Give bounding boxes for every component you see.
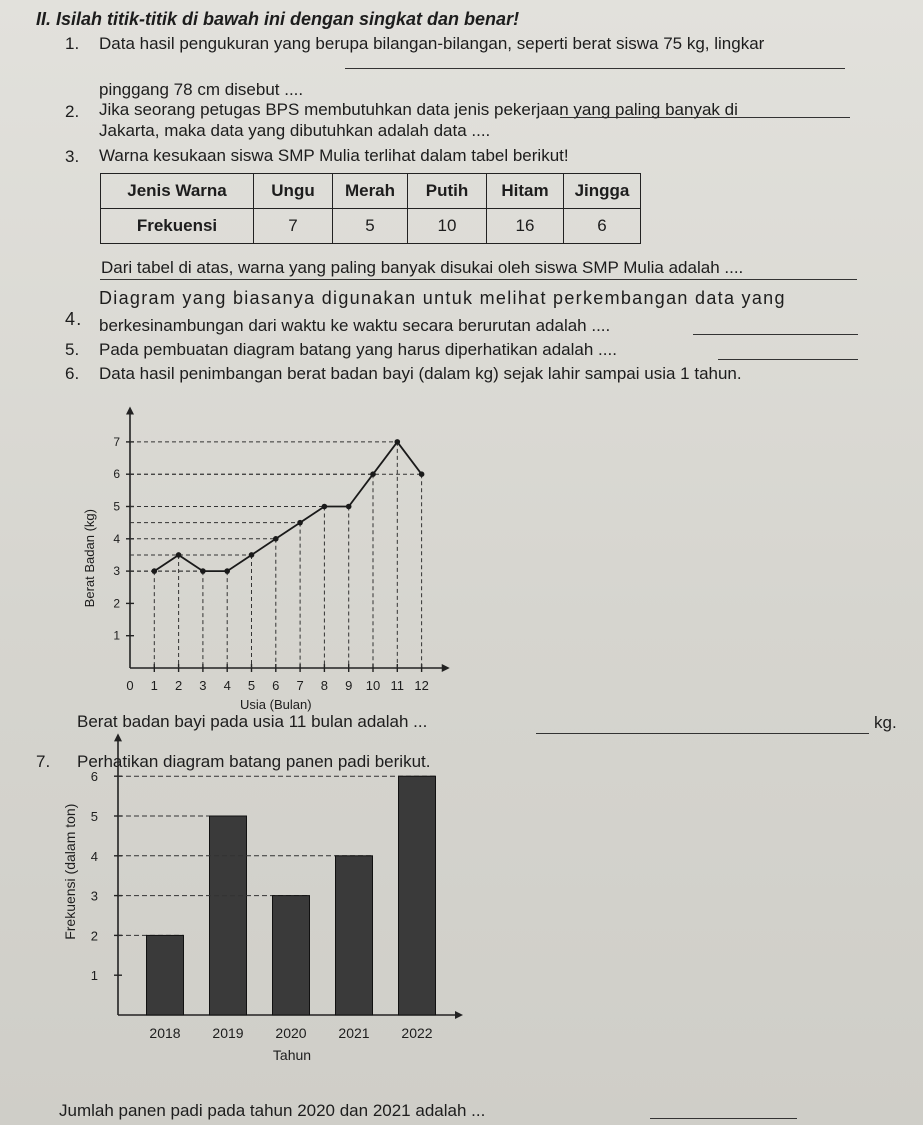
data-point: [297, 520, 303, 526]
x-tick-label: 1: [150, 678, 158, 693]
y-axis-title: Frekuensi (dalam ton): [62, 803, 78, 940]
table-cell-color: Merah: [333, 174, 408, 209]
data-point: [176, 552, 182, 558]
q7-number: 7.: [36, 752, 51, 771]
x-tick-label: 3: [199, 678, 207, 693]
rice-harvest-bar-chart: [55, 769, 475, 1095]
table-cell-color: Ungu: [254, 174, 333, 209]
x-axis-arrow-icon: [442, 664, 450, 672]
table-cell-color: Jingga: [564, 174, 641, 209]
q4-line1: Diagram yang biasanya digunakan untuk melihat perkembangan data yang: [99, 288, 786, 308]
x-tick-label: 7: [296, 678, 304, 693]
table-header-jenis-warna: Jenis Warna: [101, 174, 254, 209]
q2-number: 2.: [65, 102, 80, 121]
y-tick-label: 5: [113, 499, 120, 514]
q7-followup: Jumlah panen padi pada tahun 2020 dan 2021 adalah ...: [59, 1101, 486, 1120]
y-tick-label: 6: [90, 769, 98, 785]
y-tick-label: 3: [113, 564, 120, 579]
q5-answer-blank[interactable]: [718, 359, 858, 360]
q3-line1: Warna kesukaan siswa SMP Mulia terlihat dalam tabel berikut!: [99, 146, 569, 165]
bar: [210, 816, 247, 1015]
data-point: [152, 568, 158, 574]
x-tick-label: 5: [247, 678, 256, 693]
y-tick-label: 3: [90, 888, 98, 904]
q1-answer-blank[interactable]: [345, 68, 845, 69]
y-axis-arrow-icon: [114, 733, 122, 741]
y-tick-label: 2: [113, 596, 120, 611]
x-tick-label: 2: [174, 678, 183, 693]
table-cell-frequency: 10: [408, 209, 487, 244]
bar: [147, 935, 184, 1015]
x-tick-label: 10: [365, 678, 381, 693]
y-tick-label: 4: [113, 531, 120, 546]
bar: [273, 896, 310, 1015]
y-tick-label: 2: [90, 928, 98, 944]
q4-answer-blank[interactable]: [693, 334, 858, 335]
y-axis-title: Berat Badan (kg): [82, 509, 97, 608]
q5-line1: Pada pembuatan diagram batang yang harus diperhatikan adalah ....: [99, 340, 617, 359]
data-point: [273, 536, 279, 542]
y-tick-label: 7: [113, 434, 120, 449]
q4-line2: berkesinambungan dari waktu ke waktu secara berurutan adalah ....: [99, 316, 611, 335]
x-tick-label: 9: [345, 678, 353, 693]
x-tick-label: 6: [272, 678, 280, 693]
bar: [336, 856, 373, 1015]
table-cell-frequency: 5: [333, 209, 408, 244]
q6-unit: kg.: [874, 713, 897, 732]
section-title: II. Isilah titik-titik di bawah ini dengan singkat dan benar!: [36, 9, 520, 29]
data-point: [346, 504, 352, 510]
data-point: [224, 568, 230, 574]
bar: [399, 776, 436, 1015]
data-point: [200, 568, 206, 574]
q2-line2: Jakarta, maka data yang dibutuhkan adalah data ....: [99, 121, 491, 140]
table-cell-frequency: 7: [254, 209, 333, 244]
x-tick-label: 8: [320, 678, 329, 693]
x-axis-arrow-icon: [455, 1011, 463, 1019]
y-tick-label: 4: [90, 848, 98, 864]
table-cell-color: Hitam: [487, 174, 564, 209]
data-point: [419, 471, 425, 477]
q1-number: 1.: [65, 34, 80, 53]
data-point: [395, 439, 401, 445]
baby-weight-line-chart: [60, 405, 480, 715]
q6-line1: Data hasil penimbangan berat badan bayi (dalam kg) sejak lahir sampai usia 1 tahun.: [99, 364, 742, 383]
q1-line2: pinggang 78 cm disebut ....: [99, 80, 304, 99]
table-header-frekuensi: Frekuensi: [101, 209, 254, 244]
y-tick-label: 1: [90, 968, 98, 984]
q4-number: 4.: [65, 309, 83, 329]
q2-line1: Jika seorang petugas BPS membutuhkan data jenis pekerjaan yang paling banyak di: [99, 100, 738, 119]
q6-number: 6.: [65, 364, 80, 383]
data-point: [370, 471, 376, 477]
y-tick-label: 5: [90, 809, 98, 824]
q7-answer-blank[interactable]: [650, 1118, 797, 1119]
table-cell-frequency: 6: [564, 209, 641, 244]
x-axis-title: Usia (Bulan): [240, 697, 312, 712]
x-tick-label: 12: [414, 678, 429, 693]
x-tick-label: 0: [126, 678, 134, 693]
q3-answer-blank[interactable]: [100, 279, 857, 280]
y-axis-arrow-icon: [126, 407, 134, 415]
y-tick-label: 1: [113, 628, 120, 643]
q2-answer-blank[interactable]: [560, 117, 850, 118]
q3-number: 3.: [65, 147, 80, 166]
x-tick-label: 2019: [212, 1025, 244, 1041]
q6-followup: Berat badan bayi pada usia 11 bulan adalah ...: [77, 712, 428, 731]
data-point: [322, 504, 328, 510]
q1-line1: Data hasil pengukuran yang berupa bilangan-bilangan, seperti berat siswa 75 kg, lingkar: [99, 34, 765, 53]
x-tick-label: 2021: [338, 1025, 370, 1041]
q6-answer-blank[interactable]: [536, 733, 869, 734]
x-tick-label: 4: [223, 678, 231, 693]
q7-line1: Perhatikan diagram batang panen padi berikut.: [77, 752, 431, 771]
table-cell-color: Putih: [408, 174, 487, 209]
q5-number: 5.: [65, 340, 80, 359]
x-tick-label: 2022: [401, 1025, 433, 1041]
x-tick-label: 11: [390, 678, 405, 693]
y-tick-label: 6: [113, 467, 120, 482]
q3-followup: Dari tabel di atas, warna yang paling banyak disukai oleh siswa SMP Mulia adalah ....: [101, 258, 744, 277]
table-row-colors: [101, 174, 641, 209]
favorite-color-table: [100, 173, 641, 244]
table-row-frequency: [101, 209, 641, 244]
table-cell-frequency: 16: [487, 209, 564, 244]
data-point: [249, 552, 255, 558]
x-tick-label: 2020: [275, 1025, 307, 1041]
x-axis-title: Tahun: [272, 1047, 312, 1063]
x-tick-label: 2018: [149, 1025, 181, 1041]
